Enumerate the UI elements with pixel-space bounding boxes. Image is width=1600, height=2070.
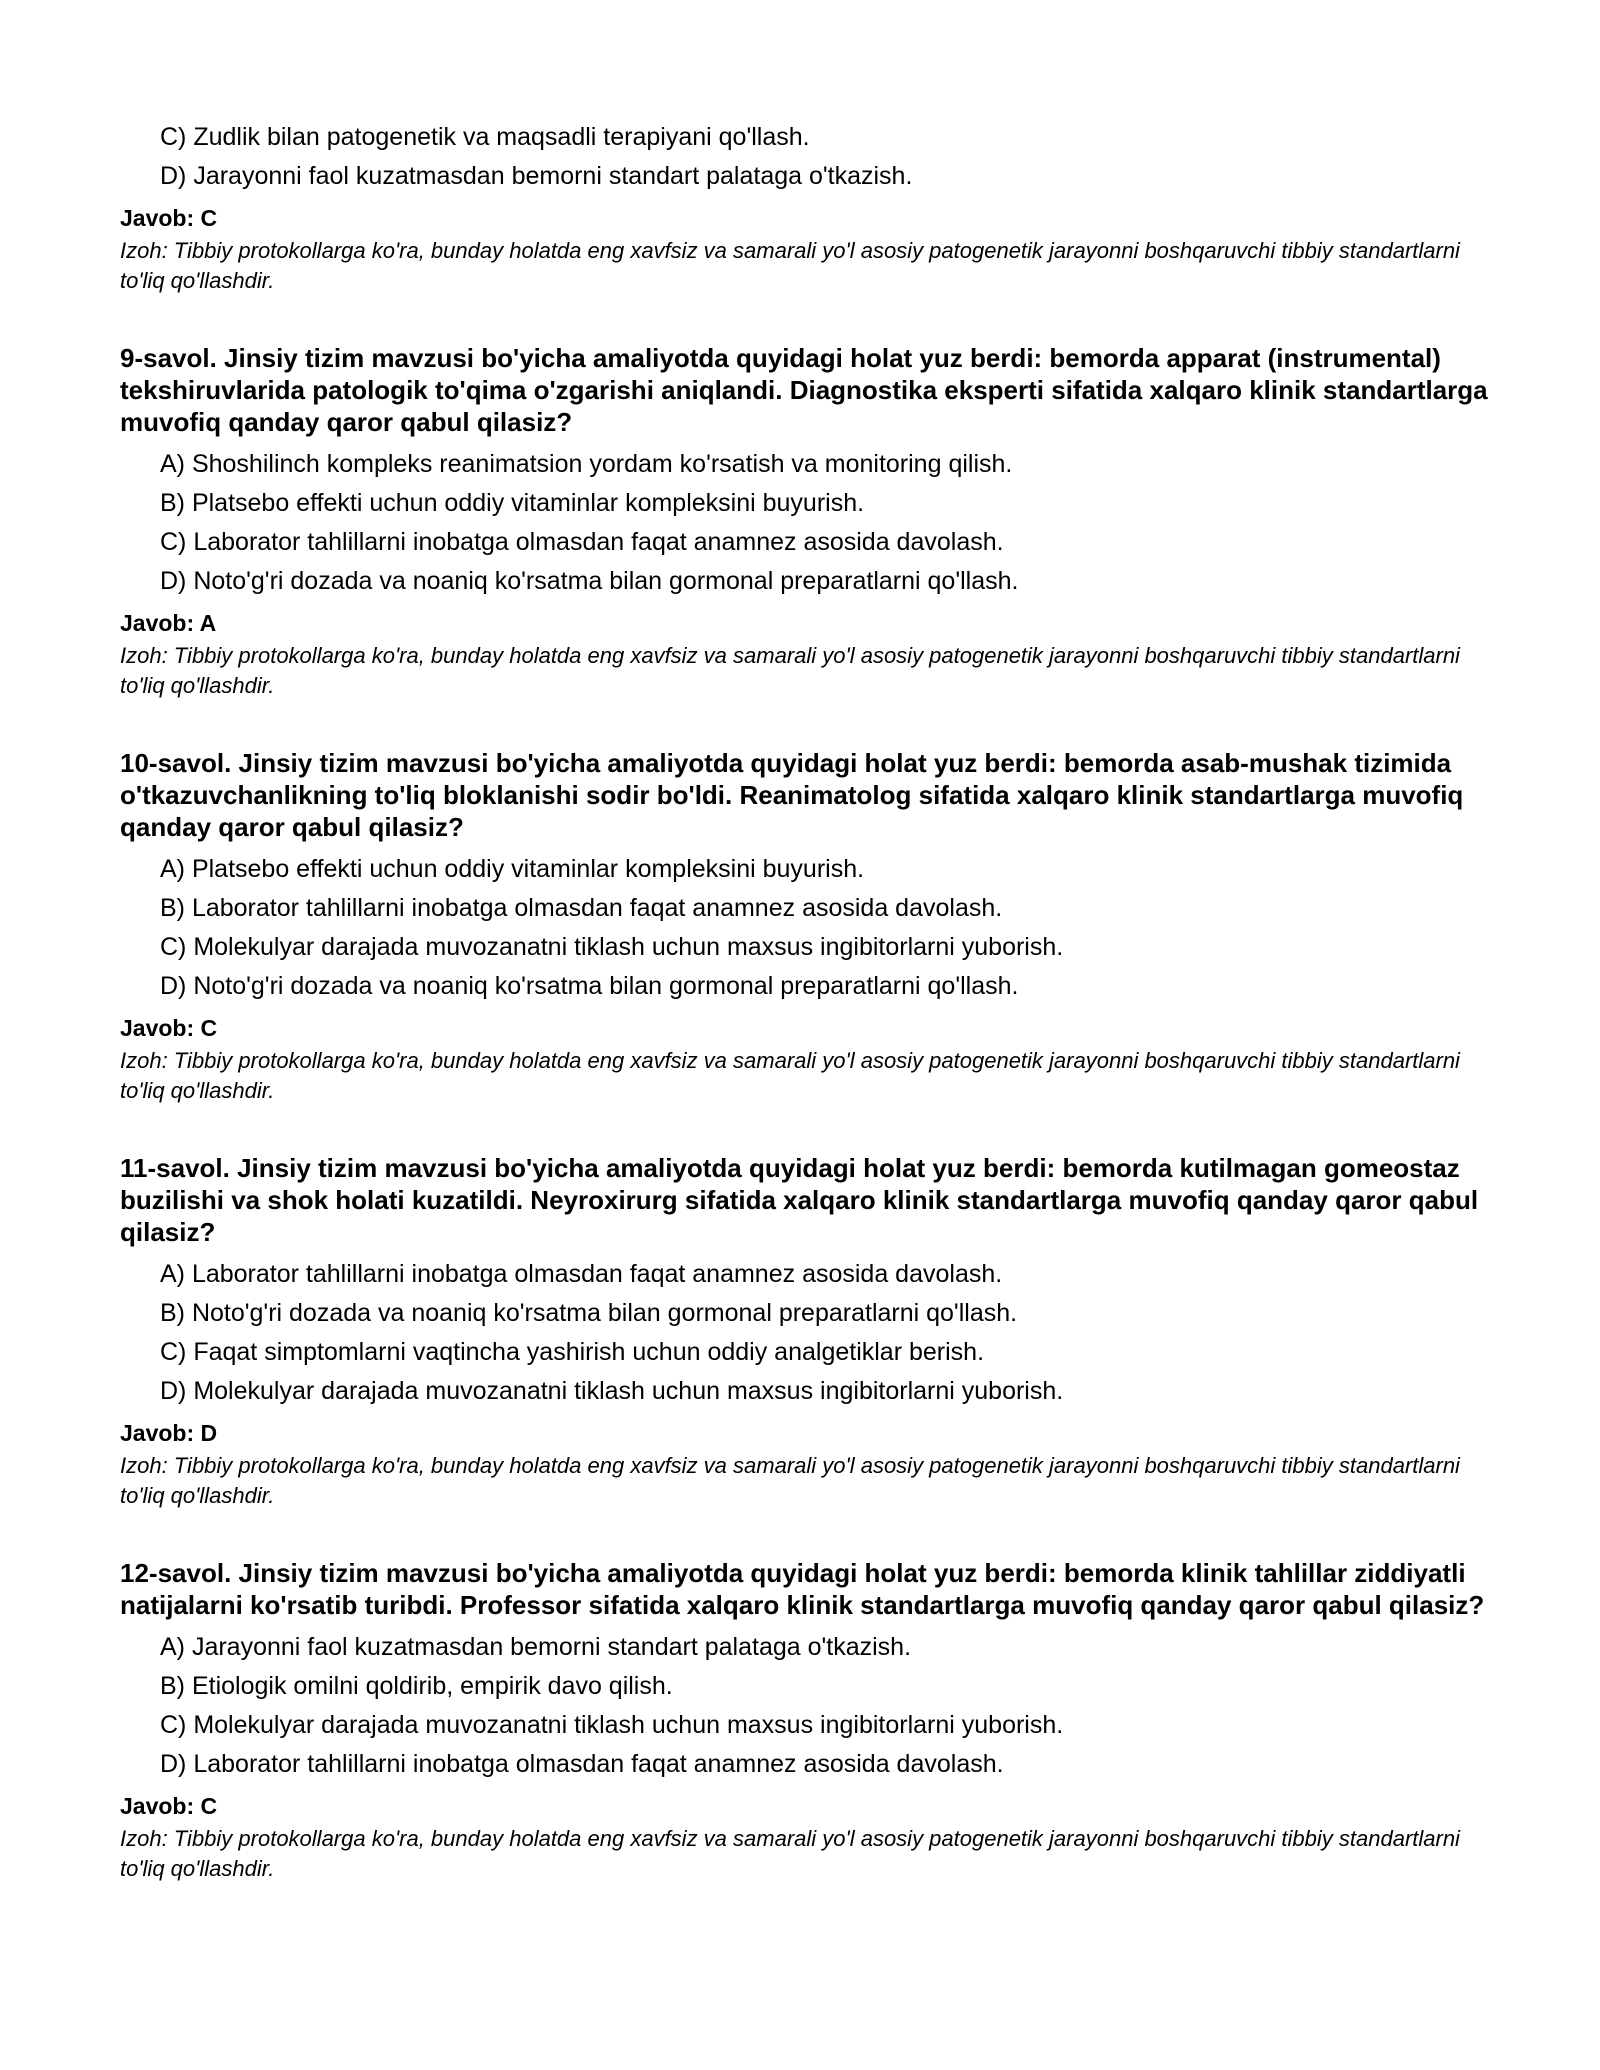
option-c: C) Zudlik bilan patogenetik va maqsadli terapiyani qo'llash.	[160, 123, 810, 151]
document-page	[120, 118, 1500, 1884]
option-d: D) Molekulyar darajada muvozanatni tiklash uchun maxsus ingibitorlarni yuborish.	[160, 1377, 1064, 1405]
explanation-note: Izoh: Tibbiy protokollarga ko'ra, bunday holatda eng xavfsiz va samarali yo'l asosiy patogenetik jarayonni boshqaruvchi tibbiy standartlarni to'liq qo'llashdir.	[120, 238, 1460, 293]
option-b: B) Noto'g'ri dozada va noaniq ko'rsatma bilan gormonal preparatlarni qo'llash.	[160, 1299, 1018, 1327]
question-11	[120, 1152, 1500, 1511]
option-d: D) Noto'g'ri dozada va noaniq ko'rsatma bilan gormonal preparatlarni qo'llash.	[160, 567, 1019, 595]
question-title: 9-savol. Jinsiy tizim mavzusi bo'yicha amaliyotda quyidagi holat yuz berdi: bemorda apparat (instrumental) tekshiruvlarida patologik to'qima o'zgarishi aniqlandi. Diagnostika eksperti sifatida xalqaro klinik standartlarga muvofiq qanday qaror qabul qilasiz?	[120, 343, 1488, 437]
question-title: 12-savol. Jinsiy tizim mavzusi bo'yicha amaliyotda quyidagi holat yuz berdi: bemorda klinik tahlillar ziddiyatli natijalarni ko'rsatib turibdi. Professor sifatida xalqaro klinik standartlarga muvofiq qanday qaror qabul qilasiz?	[120, 1558, 1485, 1620]
answer-label: Javob: C	[120, 1793, 218, 1819]
answer-label: Javob: D	[120, 1420, 218, 1446]
answer-label: Javob: A	[120, 610, 217, 636]
question-title: 11-savol. Jinsiy tizim mavzusi bo'yicha amaliyotda quyidagi holat yuz berdi: bemorda kutilmagan gomeostaz buzilishi va shok holati kuzatildi. Neyroxirurg sifatida xalqaro klinik standartlarga muvofiq qanday qaror qabul qilasiz?	[120, 1153, 1479, 1247]
option-a: A) Platsebo effekti uchun oddiy vitaminlar kompleksini buyurish.	[160, 855, 865, 883]
option-a: A) Laborator tahlillarni inobatga olmasdan faqat anamnez asosida davolash.	[160, 1260, 1003, 1288]
option-d: D) Jarayonni faol kuzatmasdan bemorni standart palataga o'tkazish.	[160, 162, 913, 190]
option-b: B) Laborator tahlillarni inobatga olmasdan faqat anamnez asosida davolash.	[160, 894, 1003, 922]
explanation-note: Izoh: Tibbiy protokollarga ko'ra, bunday holatda eng xavfsiz va samarali yo'l asosiy patogenetik jarayonni boshqaruvchi tibbiy standartlarni to'liq qo'llashdir.	[120, 1048, 1460, 1103]
option-d: D) Noto'g'ri dozada va noaniq ko'rsatma bilan gormonal preparatlarni qo'llash.	[160, 972, 1019, 1000]
option-a: A) Jarayonni faol kuzatmasdan bemorni standart palataga o'tkazish.	[160, 1633, 912, 1661]
option-c: C) Molekulyar darajada muvozanatni tiklash uchun maxsus ingibitorlarni yuborish.	[160, 933, 1064, 961]
explanation-note: Izoh: Tibbiy protokollarga ko'ra, bunday holatda eng xavfsiz va samarali yo'l asosiy patogenetik jarayonni boshqaruvchi tibbiy standartlarni to'liq qo'llashdir.	[120, 1453, 1460, 1508]
answer-label: Javob: C	[120, 205, 218, 231]
option-a: A) Shoshilinch kompleks reanimatsion yordam ko'rsatish va monitoring qilish.	[160, 450, 1013, 478]
option-c: C) Faqat simptomlarni vaqtincha yashirish uchun oddiy analgetiklar berish.	[160, 1338, 985, 1366]
explanation-note: Izoh: Tibbiy protokollarga ko'ra, bunday holatda eng xavfsiz va samarali yo'l asosiy patogenetik jarayonni boshqaruvchi tibbiy standartlarni to'liq qo'llashdir.	[120, 643, 1460, 698]
question-9	[120, 342, 1500, 701]
question-title: 10-savol. Jinsiy tizim mavzusi bo'yicha amaliyotda quyidagi holat yuz berdi: bemorda asab-mushak tizimida o'tkazuvchanlikning to'liq bloklanishi sodir bo'ldi. Reanimatolog sifatida xalqaro klinik standartlarga muvofiq qanday qaror qabul qilasiz?	[120, 748, 1464, 842]
option-b: B) Etiologik omilni qoldirib, empirik davo qilish.	[160, 1672, 673, 1700]
option-c: C) Molekulyar darajada muvozanatni tiklash uchun maxsus ingibitorlarni yuborish.	[160, 1711, 1064, 1739]
previous-question-tail	[120, 118, 1500, 296]
option-b: B) Platsebo effekti uchun oddiy vitaminlar kompleksini buyurish.	[160, 489, 865, 517]
option-list	[120, 118, 1500, 196]
answer-label: Javob: C	[120, 1015, 218, 1041]
question-12	[120, 1557, 1500, 1884]
option-c: C) Laborator tahlillarni inobatga olmasdan faqat anamnez asosida davolash.	[160, 528, 1004, 556]
option-d: D) Laborator tahlillarni inobatga olmasdan faqat anamnez asosida davolash.	[160, 1750, 1004, 1778]
question-10	[120, 747, 1500, 1106]
explanation-note: Izoh: Tibbiy protokollarga ko'ra, bunday holatda eng xavfsiz va samarali yo'l asosiy patogenetik jarayonni boshqaruvchi tibbiy standartlarni to'liq qo'llashdir.	[120, 1826, 1460, 1881]
